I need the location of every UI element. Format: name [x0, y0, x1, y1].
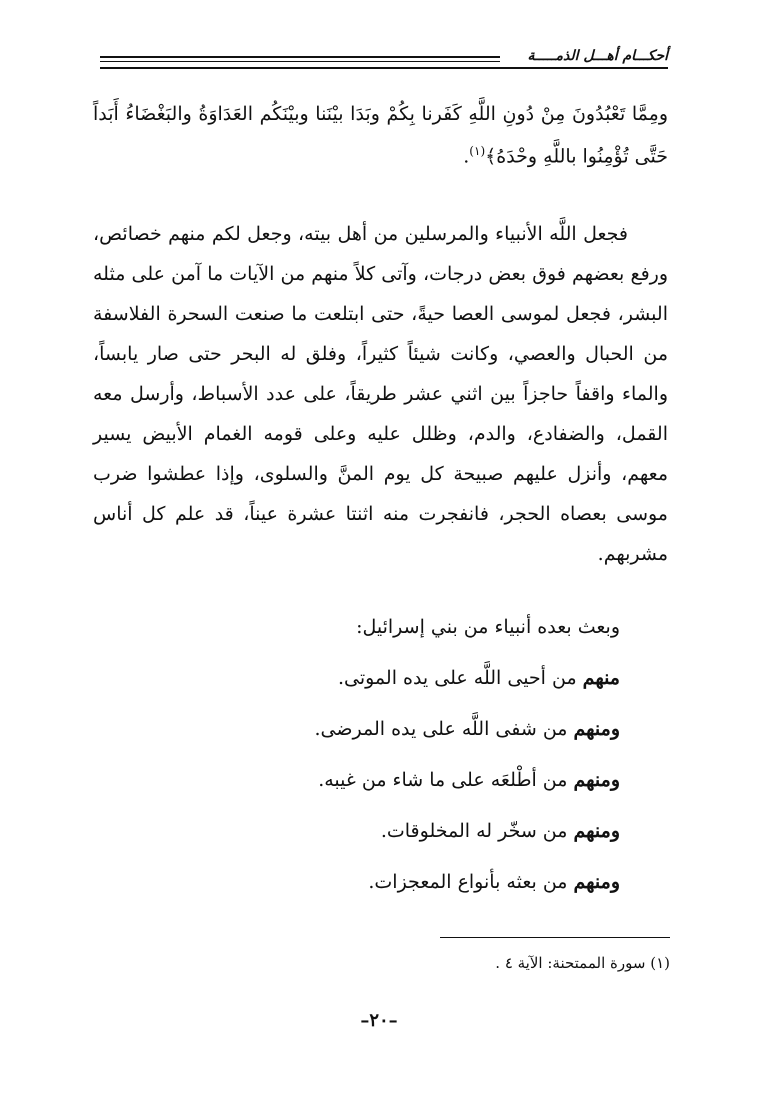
- prophets-list: [120, 602, 620, 908]
- quran-verse: [93, 96, 668, 175]
- running-header: [100, 48, 668, 70]
- list-item: [120, 755, 620, 806]
- list-item: [120, 857, 620, 908]
- list-item-key: ومنهم: [573, 769, 620, 791]
- footnote: (١) سورة الممتحنة: الآية ٤ .: [495, 954, 670, 972]
- list-item-text: من بعثه بأنواع المعجزات.: [368, 871, 574, 893]
- main-paragraph: [93, 214, 668, 574]
- verse-end: .: [463, 145, 470, 168]
- footnote-divider: [440, 937, 670, 938]
- header-rule-top: [100, 56, 500, 58]
- list-item-text: من سخّر له المخلوقات.: [380, 820, 574, 842]
- header-rule-middle: [100, 61, 500, 62]
- list-item-key: ومنهم: [573, 871, 620, 893]
- list-item-text: من أحيى اللَّه على يده الموتى.: [337, 667, 583, 689]
- list-item: [120, 806, 620, 857]
- footnote-marker: (١): [469, 144, 486, 158]
- header-title: أحكـــام أهـــل الذمـــــة: [527, 48, 668, 64]
- list-intro: وبعث بعده أنبياء من بني إسرائيل:: [356, 616, 620, 638]
- list-item-text: من شفى اللَّه على يده المرضى.: [314, 718, 574, 740]
- list-item: [120, 704, 620, 755]
- list-item-key: منهم: [582, 667, 620, 689]
- page-number: –٢٠–: [360, 1010, 398, 1031]
- list-item-key: ومنهم: [573, 820, 620, 842]
- list-item-text: من أطْلعَه على ما شاء من غيبه.: [318, 769, 574, 791]
- header-underline: [100, 67, 668, 69]
- paragraph-text: فجعل اللَّه الأنبياء والمرسلين من أهل بيته، وجعل لكم منهم خصائص، ورفع بعضهم فوق بعض درجات، وآتى كلاً منهم من الآيات ما آمن على مثله البشر، فجعل لموسى العصا حيةً، حتى ابتلعت ما صنعت السحرة الفلاسفة من الحبال والعصي، وكانت شيئاً كثيراً، وفلق له البحر حتى صار يابساً، والماء واقفاً حاجزاً بين اثني عشر طريقاً، على عدد الأسباط، وأرسل معه القمل، والضفادع، والدم، وظلل عليه وعلى قومه الغمام الأبيض يسير معهم، وأنزل عليهم صبيحة كل يوم المنَّ والسلوى، وإذا عطشوا ضرب موسى بعصاه الحجر، فانفجرت منه اثنتا عشرة عيناً، قد علم كل أناس مشربهم.: [93, 223, 668, 565]
- verse-text: ومِمَّا تَعْبُدُونَ مِنْ دُونِ اللَّهِ كَفَرنا بِكُمْ وبَدَا بيْنَنا وبيْنَكُم العَدَاوَةُ والبَغْضَاءُ أَبَداً حَتَّى تُؤْمِنُوا باللَّهِ وحْدَهُ﴾: [93, 103, 668, 168]
- list-item: [120, 653, 620, 704]
- list-item-key: ومنهم: [573, 718, 620, 740]
